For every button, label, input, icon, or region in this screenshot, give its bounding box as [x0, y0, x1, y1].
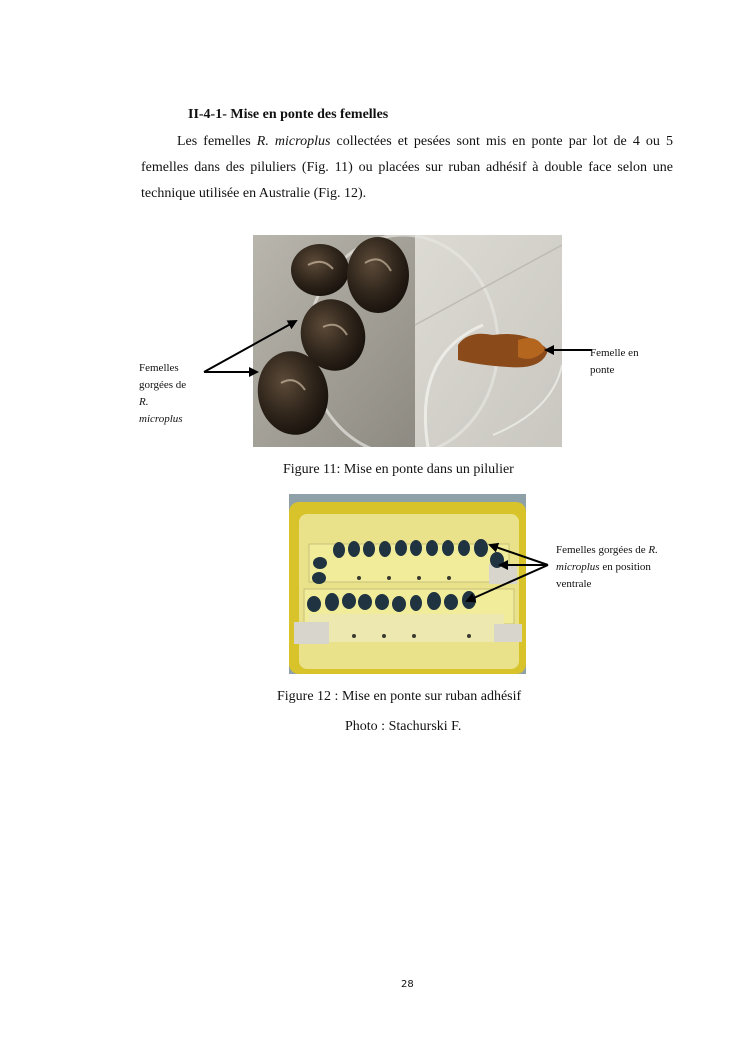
arrow-to-top-row: [490, 545, 548, 565]
species-name: R. microplus: [256, 134, 331, 149]
figure12-caption: Figure 12 : Mise en ponte sur ruban adhésif: [277, 689, 522, 704]
figure11-label-left: Femelles gorgées de R. microplus: [139, 362, 187, 425]
arrow-to-bottom-row: [467, 565, 548, 601]
figure11-label-right: Femelle en ponte: [590, 347, 639, 376]
paragraph-text-1: Les femelles: [177, 134, 257, 149]
figure12-credit: Photo : Stachurski F.: [345, 719, 462, 734]
section-heading: II-4-1- Mise en ponte des femelles: [188, 107, 389, 122]
paragraph-text-2: collectées et pesées sont mis en ponte par lot de 4 ou 5 femelles dans des piluliers (Fig. 11) ou placées sur ruban adhésif à double face selon une technique utilisée en Australie (Fig. 12).: [141, 134, 673, 201]
arrow-to-tick-upper: [204, 321, 296, 372]
figure12-label: Femelles gorgées de R. microplus en position ventrale: [556, 544, 658, 590]
figure11-caption: Figure 11: Mise en ponte dans un pilulier: [283, 462, 514, 477]
page-number: 28: [401, 979, 414, 990]
